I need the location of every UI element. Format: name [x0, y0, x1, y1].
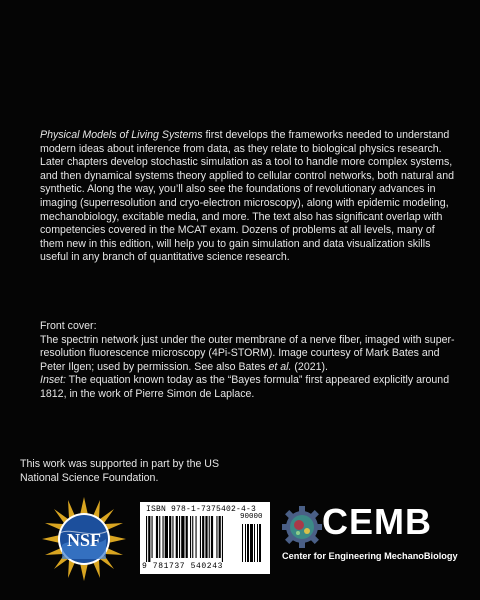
barcode-bar [200, 516, 201, 558]
barcode-bar [192, 516, 193, 558]
barcode-addon-bar [259, 524, 261, 562]
barcode-bar [222, 516, 223, 562]
barcode-addon-bar [250, 524, 253, 562]
et-al: et al. [268, 360, 292, 373]
gear-cell-emblem-icon [282, 505, 322, 549]
inset-text: The equation known today as the “Bayes formula” first appeared explicitly around 1812, in the work of Pierre Simon de Laplace. [40, 374, 450, 400]
inset-description [40, 374, 460, 401]
barcode-bar [202, 516, 204, 558]
barcode-bar [163, 516, 164, 558]
barcode-bar [172, 516, 173, 558]
barcode-bar [169, 516, 171, 558]
barcode-bar [205, 516, 207, 558]
front-cover-credits [40, 320, 460, 402]
barcode-bar [146, 516, 147, 562]
barcode-addon-bar [254, 524, 255, 562]
barcode-bar [165, 516, 168, 558]
barcode-bar [209, 516, 210, 558]
inset-label: Inset: [40, 374, 66, 387]
front-cover-text-a: The spectrin network just under the outer membrane of a nerve fiber, imaged with super-resolution fluorescence microscopy (4Pi-STORM). Image courtesy of Mark Bates and Peter Ilgen; used by permission. See also Bates [40, 333, 455, 373]
front-cover-description [40, 334, 460, 375]
barcode-bar [159, 516, 160, 558]
front-cover-heading: Front cover: [40, 320, 97, 332]
barcode-bar [216, 516, 217, 558]
barcode-digits: 9 781737 540243 [142, 562, 224, 571]
cemb-logo-text: CEMB [322, 501, 432, 542]
barcode-bar [219, 516, 221, 558]
barcode-bar [186, 516, 188, 558]
barcode-addon-bar [247, 524, 249, 562]
cemb-subtitle: Center for Engineering MechanoBiology [282, 551, 458, 561]
barcode-bar [152, 516, 153, 558]
barcode-bar [196, 516, 197, 558]
funding-note: This work was supported in part by the US National Science Foundation. [20, 458, 220, 484]
barcode-bar [211, 516, 213, 558]
barcode-bar [181, 516, 184, 558]
book-title: Physical Models of Living Systems [40, 129, 203, 141]
isbn-barcode [140, 502, 270, 574]
barcode-addon-bar [242, 524, 243, 562]
nsf-logo [42, 497, 126, 581]
barcode-bar [156, 516, 158, 558]
front-cover-text-b: (2021). [291, 360, 328, 373]
barcode-bar [176, 516, 178, 558]
barcode-bars [146, 516, 264, 562]
price-addon: 90000 [240, 513, 263, 521]
isbn-text: ISBN 978-1-7375402-4-3 [146, 505, 257, 514]
barcode-bar [190, 516, 191, 558]
barcode-addon-bar [257, 524, 258, 562]
nsf-logo-text: NSF [66, 530, 102, 550]
barcode-bar [148, 516, 150, 562]
barcode-bar [179, 516, 180, 558]
barcode-addon-bar [245, 524, 246, 562]
back-cover-blurb [40, 129, 458, 265]
blurb-text: first develops the frameworks needed to understand modern ideas about inference from data, as they relate to biological physics research. Later chapters develop stochastic simulation as a tool to handle more complex systems, and then dynamical systems theory applied to cellular control networks, both natural and synthetic. Along the way, you’ll also see the foundations of revolutionary advances in imaging (superresolution and cryo-electron microscopy), along with epidemic modeling, mechanobiology, excitable media, and more. The text also has significant overlap with competencies covered in the MCAT exam. Dozens of problems at all levels, many of them new in this edition, will help you to gain simulation and data visualization skills useful in any branch of quantitative science research. [40, 129, 454, 264]
